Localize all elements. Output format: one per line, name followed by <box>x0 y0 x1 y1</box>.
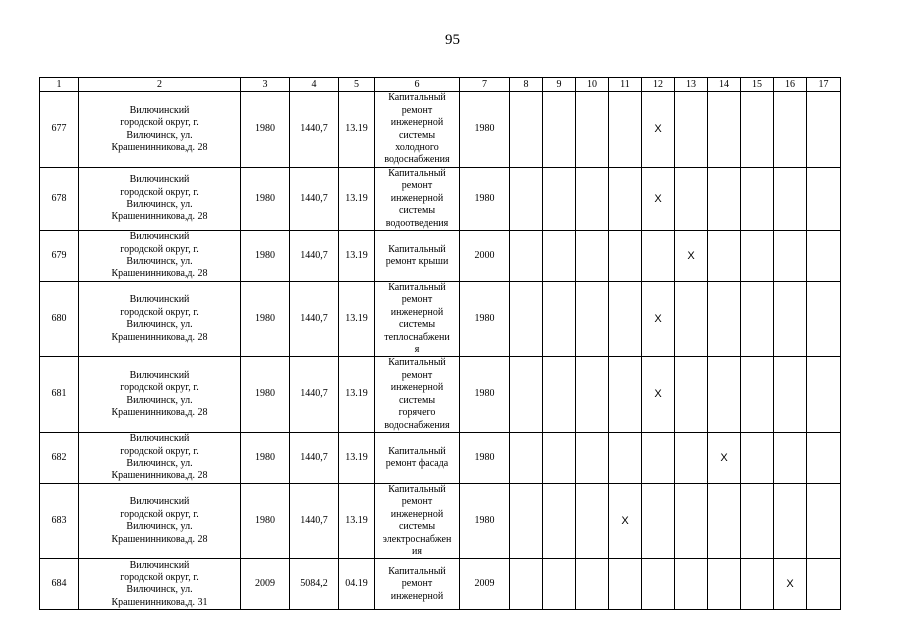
period-cell-13 <box>675 92 708 168</box>
code-cell: 13.19 <box>339 231 375 282</box>
period-cell-13 <box>675 483 708 558</box>
period-cell-13 <box>675 432 708 483</box>
period-cell-9 <box>543 432 576 483</box>
period-cell-12 <box>642 432 675 483</box>
period-cell-15 <box>741 432 774 483</box>
column-header-8: 8 <box>510 78 543 92</box>
column-header-1: 1 <box>40 78 79 92</box>
period-cell-14 <box>708 483 741 558</box>
area-cell: 1440,7 <box>290 231 339 282</box>
period-cell-17 <box>807 282 841 357</box>
table-row <box>40 432 841 483</box>
year-cell: 1980 <box>460 483 510 558</box>
period-cell-16 <box>774 282 807 357</box>
period-cell-14 <box>708 357 741 432</box>
period-cell-10 <box>576 282 609 357</box>
period-cell-16 <box>774 92 807 168</box>
area-cell: 1440,7 <box>290 92 339 168</box>
period-cell-15 <box>741 483 774 558</box>
period-cell-13 <box>675 168 708 231</box>
year-cell: 1980 <box>460 432 510 483</box>
period-cell-11 <box>609 357 642 432</box>
column-header-12: 12 <box>642 78 675 92</box>
column-header-17: 17 <box>807 78 841 92</box>
period-cell-10 <box>576 559 609 610</box>
period-cell-12 <box>642 483 675 558</box>
period-cell-8 <box>510 432 543 483</box>
column-header-14: 14 <box>708 78 741 92</box>
table-row <box>40 282 841 357</box>
area-cell: 1440,7 <box>290 282 339 357</box>
period-cell-15 <box>741 168 774 231</box>
row-number-cell: 679 <box>40 231 79 282</box>
period-cell-15 <box>741 357 774 432</box>
work-type-cell: Капитальный ремонт фасада <box>375 432 460 483</box>
column-header-13: 13 <box>675 78 708 92</box>
column-header-7: 7 <box>460 78 510 92</box>
period-cell-11 <box>609 168 642 231</box>
period-cell-16 <box>774 357 807 432</box>
period-cell-8 <box>510 282 543 357</box>
work-type-cell: Капитальный ремонт крыши <box>375 231 460 282</box>
mark-cell: X <box>708 432 741 483</box>
period-cell-14 <box>708 231 741 282</box>
year-cell: 1980 <box>460 168 510 231</box>
period-cell-13 <box>675 357 708 432</box>
period-cell-17 <box>807 357 841 432</box>
column-header-6: 6 <box>375 78 460 92</box>
column-header-5: 5 <box>339 78 375 92</box>
mark-cell: X <box>642 168 675 231</box>
mark-cell: X <box>675 231 708 282</box>
period-cell-10 <box>576 357 609 432</box>
period-cell-17 <box>807 432 841 483</box>
period-cell-16 <box>774 483 807 558</box>
mark-cell: X <box>609 483 642 558</box>
period-cell-10 <box>576 92 609 168</box>
period-cell-11 <box>609 92 642 168</box>
period-cell-10 <box>576 483 609 558</box>
period-cell-8 <box>510 483 543 558</box>
period-cell-9 <box>543 559 576 610</box>
work-type-cell: Капитальный ремонт инженерной системы холодного водоснабжения <box>375 92 460 168</box>
year-cell: 2000 <box>460 231 510 282</box>
year-cell: 1980 <box>460 92 510 168</box>
row-number-cell: 681 <box>40 357 79 432</box>
mark-cell: X <box>774 559 807 610</box>
table-row <box>40 168 841 231</box>
table-row <box>40 357 841 432</box>
work-type-cell: Капитальный ремонт инженерной системы электроснабжен ия <box>375 483 460 558</box>
header-row <box>40 78 841 92</box>
period-cell-13 <box>675 282 708 357</box>
column-header-10: 10 <box>576 78 609 92</box>
work-type-cell: Капитальный ремонт инженерной системы водоотведения <box>375 168 460 231</box>
period-cell-17 <box>807 483 841 558</box>
period-cell-12 <box>642 559 675 610</box>
address-cell: Вилючинский городской округ, г. Вилючинск, ул. Крашенинникова,д. 31 <box>79 559 241 610</box>
mark-cell: X <box>642 92 675 168</box>
column-header-2: 2 <box>79 78 241 92</box>
period-cell-11 <box>609 559 642 610</box>
period-cell-8 <box>510 168 543 231</box>
period-cell-14 <box>708 559 741 610</box>
code-cell: 13.19 <box>339 168 375 231</box>
period-cell-8 <box>510 559 543 610</box>
period-cell-14 <box>708 282 741 357</box>
repair-schedule-table <box>39 77 841 610</box>
year-built-cell: 1980 <box>241 483 290 558</box>
address-cell: Вилючинский городской округ, г. Вилючинск, ул. Крашенинникова,д. 28 <box>79 168 241 231</box>
address-cell: Вилючинский городской округ, г. Вилючинск, ул. Крашенинникова,д. 28 <box>79 231 241 282</box>
period-cell-8 <box>510 231 543 282</box>
work-type-cell: Капитальный ремонт инженерной системы горячего водоснабжения <box>375 357 460 432</box>
address-cell: Вилючинский городской округ, г. Вилючинск, ул. Крашенинникова,д. 28 <box>79 432 241 483</box>
period-cell-11 <box>609 231 642 282</box>
year-built-cell: 1980 <box>241 92 290 168</box>
year-cell: 1980 <box>460 357 510 432</box>
table-row <box>40 92 841 168</box>
column-header-9: 9 <box>543 78 576 92</box>
period-cell-16 <box>774 432 807 483</box>
address-cell: Вилючинский городской округ, г. Вилючинск, ул. Крашенинникова,д. 28 <box>79 92 241 168</box>
row-number-cell: 682 <box>40 432 79 483</box>
period-cell-17 <box>807 231 841 282</box>
row-number-cell: 677 <box>40 92 79 168</box>
code-cell: 13.19 <box>339 92 375 168</box>
row-number-cell: 678 <box>40 168 79 231</box>
period-cell-8 <box>510 92 543 168</box>
period-cell-9 <box>543 483 576 558</box>
period-cell-15 <box>741 559 774 610</box>
period-cell-16 <box>774 231 807 282</box>
year-built-cell: 1980 <box>241 282 290 357</box>
mark-cell: X <box>642 357 675 432</box>
period-cell-9 <box>543 357 576 432</box>
table-row <box>40 231 841 282</box>
period-cell-11 <box>609 282 642 357</box>
year-built-cell: 1980 <box>241 357 290 432</box>
year-cell: 1980 <box>460 282 510 357</box>
row-number-cell: 680 <box>40 282 79 357</box>
row-number-cell: 683 <box>40 483 79 558</box>
period-cell-9 <box>543 168 576 231</box>
work-type-cell: Капитальный ремонт инженерной системы теплоснабжени я <box>375 282 460 357</box>
area-cell: 5084,2 <box>290 559 339 610</box>
period-cell-10 <box>576 168 609 231</box>
area-cell: 1440,7 <box>290 168 339 231</box>
year-built-cell: 2009 <box>241 559 290 610</box>
year-cell: 2009 <box>460 559 510 610</box>
period-cell-17 <box>807 92 841 168</box>
period-cell-10 <box>576 432 609 483</box>
period-cell-16 <box>774 168 807 231</box>
code-cell: 13.19 <box>339 282 375 357</box>
code-cell: 13.19 <box>339 483 375 558</box>
code-cell: 13.19 <box>339 432 375 483</box>
period-cell-9 <box>543 282 576 357</box>
period-cell-15 <box>741 282 774 357</box>
period-cell-8 <box>510 357 543 432</box>
period-cell-12 <box>642 231 675 282</box>
table-row <box>40 559 841 610</box>
code-cell: 13.19 <box>339 357 375 432</box>
address-cell: Вилючинский городской округ, г. Вилючинск, ул. Крашенинникова,д. 28 <box>79 357 241 432</box>
period-cell-15 <box>741 92 774 168</box>
area-cell: 1440,7 <box>290 432 339 483</box>
work-type-cell: Капитальный ремонт инженерной <box>375 559 460 610</box>
row-number-cell: 684 <box>40 559 79 610</box>
period-cell-9 <box>543 92 576 168</box>
mark-cell: X <box>642 282 675 357</box>
address-cell: Вилючинский городской округ, г. Вилючинск, ул. Крашенинникова,д. 28 <box>79 483 241 558</box>
code-cell: 04.19 <box>339 559 375 610</box>
period-cell-17 <box>807 559 841 610</box>
column-header-16: 16 <box>774 78 807 92</box>
period-cell-10 <box>576 231 609 282</box>
address-cell: Вилючинский городской округ, г. Вилючинск, ул. Крашенинникова,д. 28 <box>79 282 241 357</box>
period-cell-15 <box>741 231 774 282</box>
column-header-11: 11 <box>609 78 642 92</box>
period-cell-14 <box>708 168 741 231</box>
year-built-cell: 1980 <box>241 432 290 483</box>
period-cell-9 <box>543 231 576 282</box>
period-cell-14 <box>708 92 741 168</box>
year-built-cell: 1980 <box>241 168 290 231</box>
area-cell: 1440,7 <box>290 357 339 432</box>
column-header-3: 3 <box>241 78 290 92</box>
column-header-4: 4 <box>290 78 339 92</box>
period-cell-11 <box>609 432 642 483</box>
column-header-15: 15 <box>741 78 774 92</box>
area-cell: 1440,7 <box>290 483 339 558</box>
period-cell-17 <box>807 168 841 231</box>
period-cell-13 <box>675 559 708 610</box>
table-row <box>40 483 841 558</box>
page-number: 95 <box>445 32 460 48</box>
year-built-cell: 1980 <box>241 231 290 282</box>
